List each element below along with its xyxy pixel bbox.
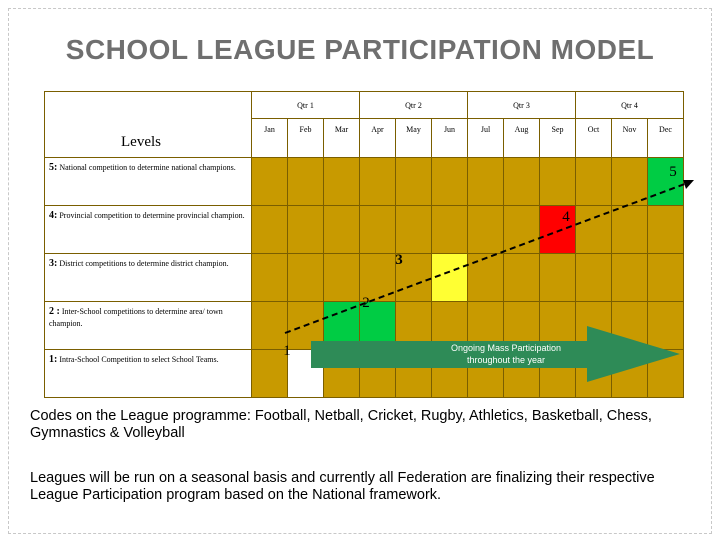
- level-3-text: District competitions to determine district champion.: [59, 259, 229, 268]
- level-2-sep: :: [54, 306, 60, 317]
- month-mar: Mar: [324, 119, 360, 158]
- level-1-text: Intra-School Competition to select School Teams.: [59, 355, 219, 364]
- month-jun: Jun: [432, 119, 468, 158]
- codes-paragraph: Codes on the League programme: Football, Netball, Cricket, Rugby, Athletics, Basketball, Chess, Gymnastics & Volleyball: [30, 408, 652, 441]
- level-2-text: Inter-School competitions to determine area/ town champion.: [49, 307, 223, 328]
- level-4-text: Provincial competition to determine provincial champion.: [59, 211, 245, 220]
- month-oct: Oct: [576, 119, 612, 158]
- month-jan: Jan: [252, 119, 288, 158]
- progression-dashed-line: [285, 182, 690, 333]
- arrow-label-line2: throughout the year: [466, 355, 546, 365]
- leagues-paragraph: Leagues will be run on a seasonal basis and currently all Federation are finalizing their respective League Participation program based on the National framework.: [30, 470, 655, 503]
- progression-arrowhead: [683, 180, 694, 189]
- month-sep: Sep: [540, 119, 576, 158]
- marker-4: 4: [562, 209, 570, 225]
- level-4-number: 4: [49, 210, 54, 221]
- level-2-number: 2: [49, 306, 54, 317]
- marker-3: 3: [395, 252, 403, 268]
- month-feb: Feb: [288, 119, 324, 158]
- month-jul: Jul: [468, 119, 504, 158]
- mass-participation-arrow: [311, 326, 680, 382]
- marker-2: 2: [362, 295, 370, 311]
- month-apr: Apr: [360, 119, 396, 158]
- month-aug: Aug: [504, 119, 540, 158]
- level-5-sep: :: [54, 162, 58, 173]
- levels-header: Levels: [45, 92, 252, 158]
- marker-5: 5: [669, 164, 677, 180]
- month-nov: Nov: [612, 119, 648, 158]
- month-dec: Dec: [648, 119, 684, 158]
- level-1-sep: :: [54, 354, 58, 365]
- arrow-label-line1: Ongoing Mass Participation: [450, 343, 562, 353]
- month-may: May: [396, 119, 432, 158]
- quarter-4-label: Qtr 4: [576, 92, 684, 119]
- level-4-sep: :: [54, 210, 58, 221]
- quarter-3-label: Qtr 3: [468, 92, 576, 119]
- level-5-number: 5: [49, 162, 54, 173]
- level-1-number: 1: [49, 354, 54, 365]
- marker-1: 1: [283, 343, 291, 359]
- level-3-number: 3: [49, 258, 54, 269]
- page-title: SCHOOL LEAGUE PARTICIPATION MODEL: [65, 34, 655, 65]
- level-5-text: National competition to determine national champions.: [59, 163, 236, 172]
- level-3-sep: :: [54, 258, 58, 269]
- quarter-2-label: Qtr 2: [360, 92, 468, 119]
- quarter-1-label: Qtr 1: [252, 92, 360, 119]
